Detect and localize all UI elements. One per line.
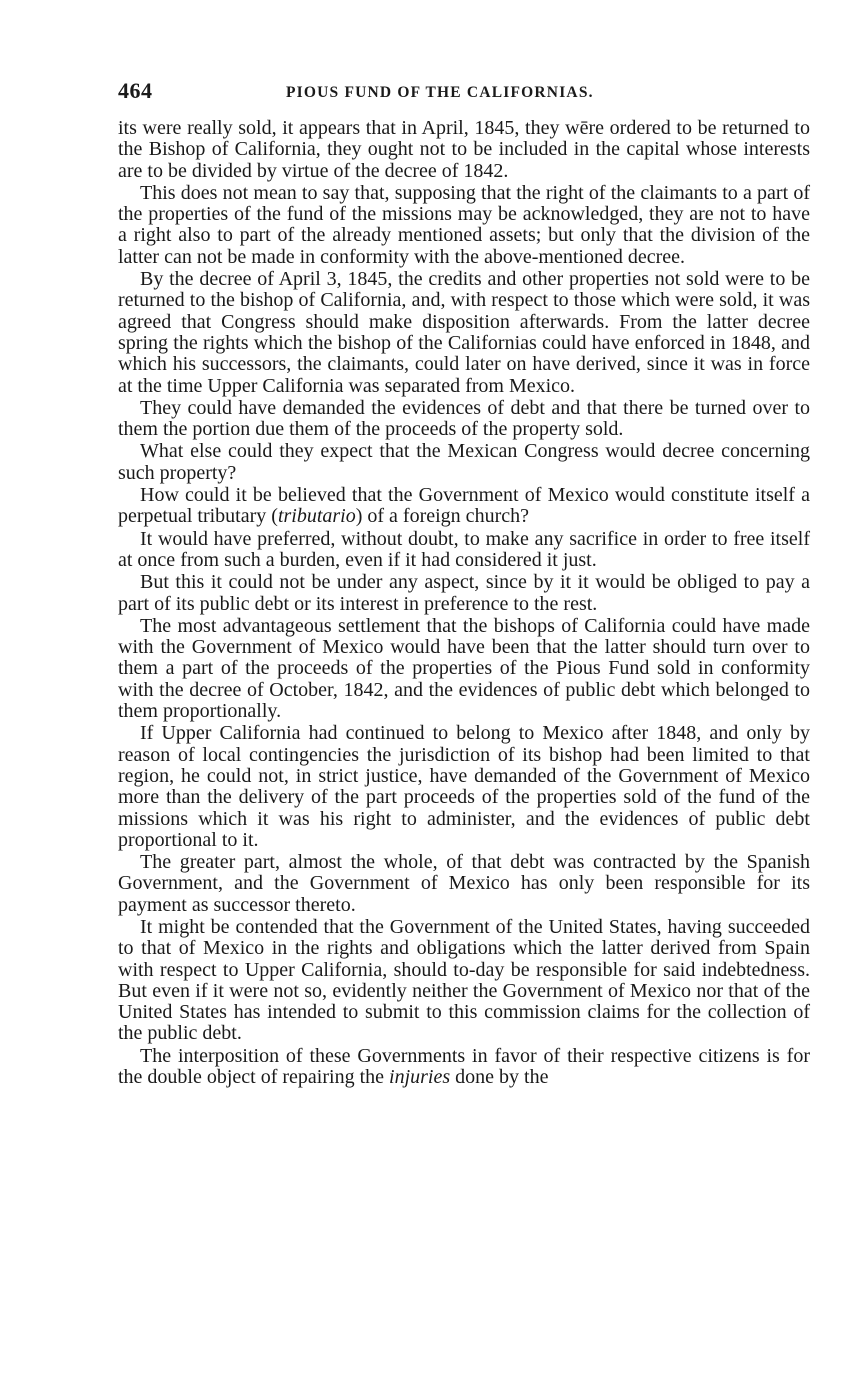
running-head	[118, 78, 810, 110]
paragraph	[118, 529, 810, 572]
paragraph	[118, 269, 810, 397]
paragraph	[118, 441, 810, 484]
body-text	[118, 118, 810, 1088]
paragraph	[118, 118, 810, 182]
paragraph-text: If Upper California had continued to belong to Mexico after 1848, and only by reason of local contingencies the jurisdiction of its bishop had been limited to that region, he could not, in strict justice, have demanded of the Government of Mexico more than the delivery of the part proceeds of the properties sold of the fund of the missions which it was his right to administer, and the evidences of public debt proportional to it.	[118, 722, 810, 851]
paragraph-text: The most advantageous settlement that the bishops of California could have made with the Government of Mexico would have been that the latter should turn over to them a part of the proceeds of the properties of the Pious Fund sold in conformity with the decree of October, 1842, and the evidences of public debt which belonged to them proportionally.	[118, 614, 810, 723]
italic-text: tributario	[277, 505, 356, 528]
paragraph	[118, 917, 810, 1045]
paragraph-text: its were really sold, it appears that in April, 1845, they wēre ordered to be returned to the Bishop of California, they ought not to be included in the capital whose interests are to be divided by virtue of the decree of 1842.	[118, 117, 810, 182]
paragraph-text: By the decree of April 3, 1845, the credits and other properties not sold were to be returned to the bishop of California, and, with respect to those which were sold, it was agreed that Congress should make disposition afterwards. From the latter decree spring the rights which the bishop of the Californias could have enforced in 1848, and which his successors, the claimants, could later on have derived, since it was in force at the time Upper California was separated from Mexico.	[118, 268, 810, 397]
italic-text: injuries	[389, 1066, 451, 1089]
paragraph-text: This does not mean to say that, supposing that the right of the claimants to a part of the properties of the fund of the missions may be acknowledged, they are not to have a right also to part of the already mentioned assets; but only that the division of the latter can not be made in conformity with the above-mentioned decree.	[118, 181, 810, 268]
paragraph-text: It would have preferred, without doubt, to make any sacrifice in order to free itself at once from such a burden, even if it had considered it just.	[118, 527, 810, 571]
paragraph	[118, 723, 810, 851]
paragraph	[118, 1046, 810, 1089]
paragraph-text: It might be contended that the Government of the United States, having succeeded to that of Mexico in the rights and obligations which the latter derived from Spain with respect to Upper California, should to-day be responsible for said indebtedness. But even if it were not so, evidently neither the Government of Mexico nor that of the United States has intended to submit to this commission claims for the collection of the public debt.	[118, 915, 810, 1045]
paragraph-text: The greater part, almost the whole, of that debt was contracted by the Spanish Government, and the Government of Mexico has only been responsible for its payment as successor thereto.	[118, 851, 810, 916]
paragraph-text: ) of a foreign church?	[355, 505, 529, 528]
paragraph	[118, 398, 810, 441]
page-number: 464	[118, 78, 153, 103]
paragraph-text: The interposition of these Governments in favor of their respective citizens is for the double object of repairing the	[118, 1044, 810, 1089]
paragraph	[118, 616, 810, 722]
paragraph-text: They could have demanded the evidences of debt and that there be turned over to them the portion due them of the proceeds of the property sold.	[118, 396, 810, 441]
running-title: PIOUS FUND OF THE CALIFORNIAS.	[286, 84, 594, 101]
paragraph	[118, 183, 810, 268]
paragraph-text: How could it be believed that the Government of Mexico would constitute itself a perpetual tributary (	[118, 484, 810, 528]
paragraph-text: But this it could not be under any aspect, since by it it would be obliged to pay a part of its public debt or its interest in preference to the rest.	[118, 571, 810, 615]
paragraph	[118, 572, 810, 615]
paragraph-text: done by the	[450, 1066, 549, 1089]
paragraph	[118, 852, 810, 916]
paragraph	[118, 485, 810, 528]
document-page	[118, 78, 810, 1089]
paragraph-text: What else could they expect that the Mexican Congress would decree concerning such property?	[118, 440, 810, 484]
